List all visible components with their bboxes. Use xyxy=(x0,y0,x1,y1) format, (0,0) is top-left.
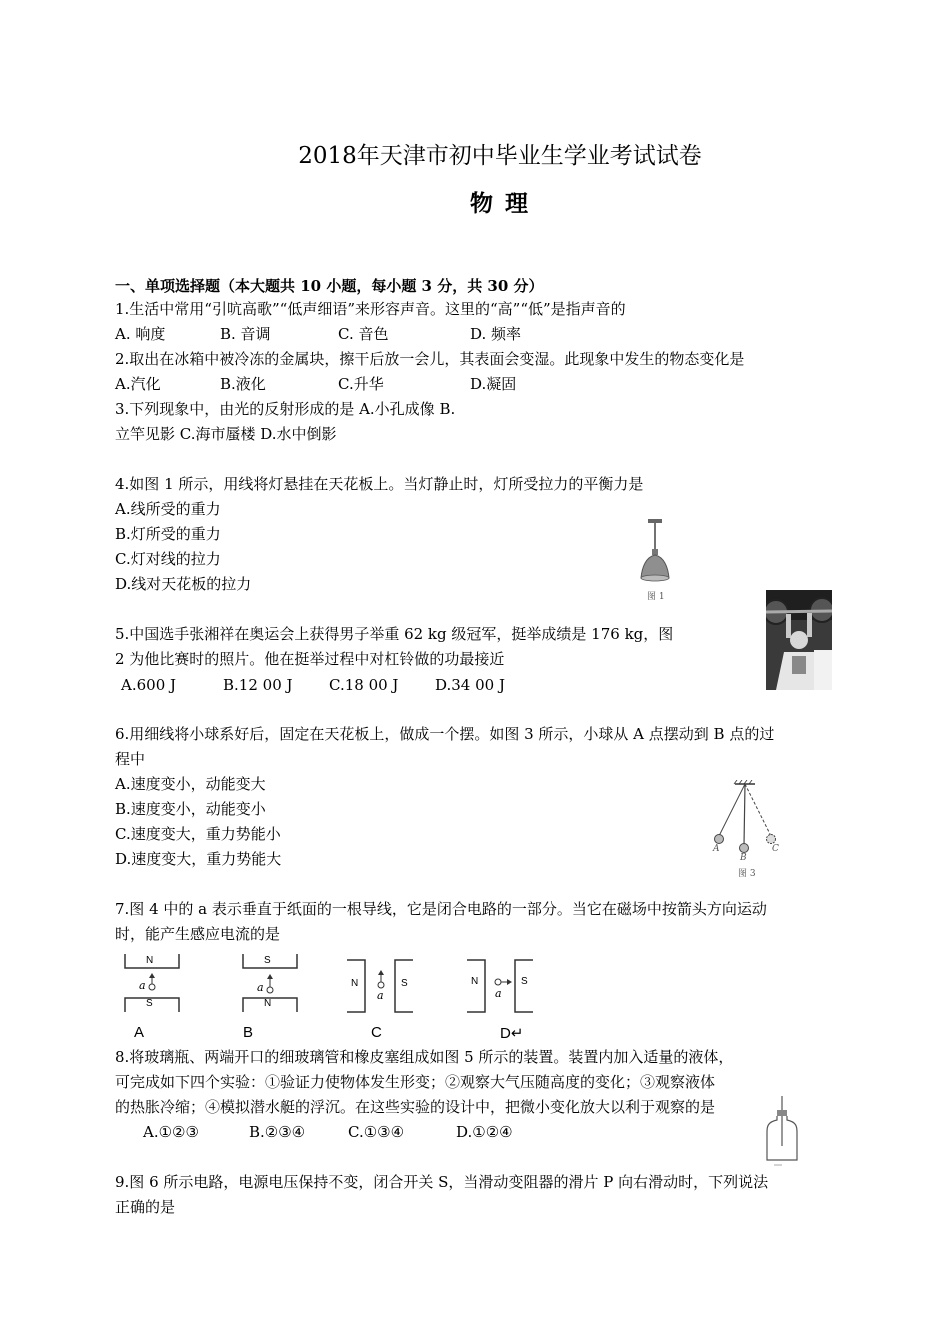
question-4-option-c: C.灯对线的拉力 xyxy=(115,550,221,568)
question-6-line-2: 程中 xyxy=(115,750,146,768)
question-1-stem: 1.生活中常用“引吭高歌”“低声细语”来形容声音。这里的“高”“低”是指声音的 xyxy=(115,300,626,318)
question-2-option-a: A.汽化 xyxy=(115,375,161,393)
question-5-option-a: A.600 J xyxy=(121,676,177,694)
question-2-option-d: D.凝固 xyxy=(470,375,517,393)
figure-4a-label: A xyxy=(134,1024,145,1041)
question-2-stem: 2.取出在冰箱中被冷冻的金属块，擦干后放一会儿，其表面会变湿。此现象中发生的物态变化是 xyxy=(115,350,745,368)
figure-4a xyxy=(122,952,182,1014)
figure-3-label-a: A xyxy=(713,844,720,854)
question-9-line-2: 正确的是 xyxy=(115,1198,176,1216)
figure-4b-pole-s: S xyxy=(264,955,271,966)
question-3-line-1: 3.下列现象中，由光的反射形成的是 A.小孔成像 B. xyxy=(115,400,456,418)
figure-3-label-c: C xyxy=(772,844,779,854)
question-6-option-c: C.速度变大，重力势能小 xyxy=(115,825,281,843)
question-1-option-a: A. 响度 xyxy=(115,325,166,343)
question-2-option-c: C.升华 xyxy=(338,375,384,393)
question-5-line-1: 5.中国选手张湘祥在奥运会上获得男子举重 62 kg 级冠军，挺举成绩是 176 kg，图 xyxy=(115,625,674,643)
figure-4b xyxy=(240,952,300,1014)
figure-4a-pole-n: N xyxy=(146,955,154,966)
figure-4b-wire: a xyxy=(257,981,264,994)
question-4-option-d: D.线对天花板的拉力 xyxy=(115,575,252,593)
question-8-option-b: B.②③④ xyxy=(249,1123,306,1141)
question-8-line-3: 的热胀冷缩；④模拟潜水艇的浮沉。在这些实验的设计中，把微小变化放大以利于观察的是 xyxy=(115,1098,716,1116)
question-4-stem: 4.如图 1 所示，用线将灯悬挂在天花板上。当灯静止时，灯所受拉力的平衡力是 xyxy=(115,475,644,493)
question-6-line-1: 6.用细线将小球系好后，固定在天花板上，做成一个摆。如图 3 所示，小球从 A 点摆动到 B 点的过 xyxy=(115,725,775,743)
question-8-option-d: D.①②④ xyxy=(456,1123,513,1141)
question-5-option-c: C.18 00 J xyxy=(329,676,399,694)
question-8-option-a: A.①②③ xyxy=(143,1123,199,1141)
question-6-option-d: D.速度变大，重力势能大 xyxy=(115,850,282,868)
question-3-line-2: 立竿见影 C.海市蜃楼 D.水中倒影 xyxy=(115,425,337,443)
figure-4c-label: C xyxy=(371,1024,382,1041)
question-7-line-1: 7.图 4 中的 a 表示垂直于纸面的一根导线，它是闭合电路的一部分。当它在磁场中按箭头方向运动 xyxy=(115,900,767,918)
figure-4b-pole-n: N xyxy=(264,998,272,1009)
section-heading: 一、单项选择题（本大题共 10 小题，每小题 3 分，共 30 分） xyxy=(115,277,544,295)
figure-4c-pole-n: N xyxy=(351,978,359,989)
question-9-line-1: 9.图 6 所示电路，电源电压保持不变，闭合开关 S，当滑动变阻器的滑片 P 向右滑动时，下列说法 xyxy=(115,1173,769,1191)
question-5-option-b: B.12 00 J xyxy=(223,676,293,694)
question-1-option-c: C. 音色 xyxy=(338,325,389,343)
figure-3-caption: 图 3 xyxy=(738,869,756,879)
figure-4a-wire: a xyxy=(139,979,146,992)
figure-4d-wire: a xyxy=(495,987,502,1000)
question-8-option-c: C.①③④ xyxy=(348,1123,405,1141)
figure-1-lamp xyxy=(630,515,680,585)
figure-4d xyxy=(465,958,535,1016)
question-4-option-a: A.线所受的重力 xyxy=(115,500,221,518)
figure-4a-pole-s: S xyxy=(146,998,153,1009)
figure-4c-pole-s: S xyxy=(401,978,408,989)
figure-4c-wire: a xyxy=(377,989,384,1002)
question-1-option-d: D. 频率 xyxy=(470,325,522,343)
question-2-option-b: B.液化 xyxy=(220,375,266,393)
question-5-line-2: 2 为他比赛时的照片。他在挺举过程中对杠铃做的功最接近 xyxy=(115,650,505,668)
subject-title: 物 理 xyxy=(469,190,530,217)
question-8-line-2: 可完成如下四个实验：①验证力使物体发生形变；②观察大气压随高度的变化；③观察液体 xyxy=(115,1073,716,1091)
question-5-option-d: D.34 00 J xyxy=(435,676,505,694)
page-title: 2018年天津市初中毕业生学业考试试卷 xyxy=(298,143,702,169)
figure-1-caption: 图 1 xyxy=(647,592,665,602)
figure-4d-pole-n: N xyxy=(471,976,479,987)
figure-5-bottle xyxy=(762,1096,802,1168)
figure-3-label-b: B xyxy=(740,853,747,863)
question-1-option-b: B. 音调 xyxy=(220,325,271,343)
question-4-option-b: B.灯所受的重力 xyxy=(115,525,221,543)
figure-2-weightlifter-photo xyxy=(766,590,832,690)
figure-4b-label: B xyxy=(243,1024,254,1041)
figure-4d-label: D↵ xyxy=(500,1025,524,1042)
question-7-line-2: 时，能产生感应电流的是 xyxy=(115,925,281,943)
question-6-option-a: A.速度变小，动能变大 xyxy=(115,775,266,793)
question-8-line-1: 8.将玻璃瓶、两端开口的细玻璃管和橡皮塞组成如图 5 所示的装置。装置内加入适量的液体， xyxy=(115,1048,734,1066)
figure-4c xyxy=(345,958,415,1016)
question-6-option-b: B.速度变小，动能变小 xyxy=(115,800,266,818)
figure-4d-pole-s: S xyxy=(521,976,528,987)
